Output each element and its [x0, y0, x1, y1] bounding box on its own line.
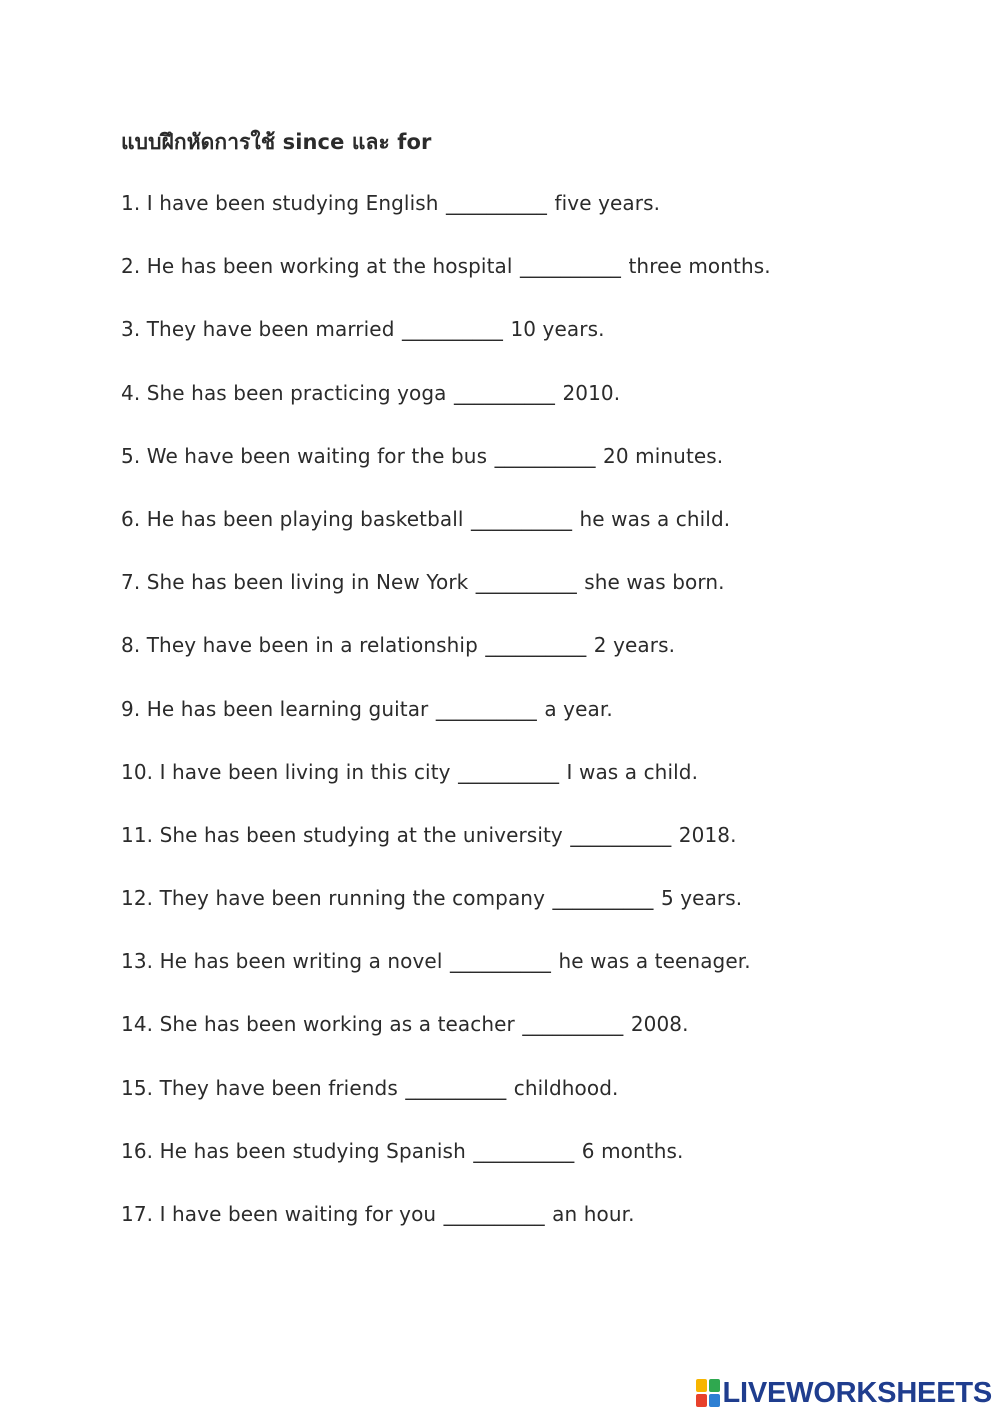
question-item — [121, 1136, 771, 1199]
question-text-after: he was a child. — [579, 506, 731, 531]
question-text-before: 16. He has been studying Spanish — [121, 1138, 466, 1163]
question-text-after: a year. — [544, 696, 613, 721]
question-text-before: 6. He has been playing basketball — [121, 506, 464, 531]
answer-blank[interactable]: __________ — [552, 886, 654, 911]
question-text-before: 12. They have been running the company — [121, 886, 546, 911]
question-item — [121, 188, 771, 251]
logo-square-3 — [696, 1394, 707, 1407]
logo-square-4 — [709, 1394, 720, 1407]
question-item — [121, 946, 771, 1009]
question-text-after: three months. — [628, 254, 771, 279]
question-text-after: I was a child. — [566, 759, 699, 784]
liveworksheets-brand[interactable] — [696, 1376, 993, 1410]
question-text-after: she was born. — [584, 570, 725, 595]
answer-blank[interactable]: __________ — [401, 317, 503, 342]
question-text-after: 20 minutes. — [603, 443, 724, 468]
answer-blank[interactable]: __________ — [446, 191, 548, 215]
answer-blank[interactable]: __________ — [570, 822, 672, 847]
question-text-after: he was a teenager. — [558, 949, 751, 974]
answer-blank[interactable]: __________ — [485, 633, 587, 658]
logo-square-2 — [709, 1379, 720, 1392]
question-item — [121, 883, 771, 946]
question-text-before: 14. She has been working as a teacher — [121, 1012, 515, 1037]
question-text-before: 17. I have been waiting for you — [121, 1202, 437, 1226]
question-text-after: 5 years. — [660, 886, 743, 911]
question-text-before: 3. They have been married — [121, 317, 395, 342]
question-text-after: 10 years. — [510, 317, 605, 342]
answer-blank[interactable]: __________ — [443, 1202, 545, 1226]
question-item — [121, 504, 771, 567]
question-text-after: childhood. — [513, 1075, 619, 1100]
answer-blank[interactable]: __________ — [475, 570, 577, 595]
question-item — [121, 1073, 771, 1136]
question-text-before: 4. She has been practicing yoga — [121, 380, 447, 405]
question-text-after: 2008. — [630, 1012, 689, 1037]
answer-blank[interactable]: __________ — [453, 380, 555, 405]
question-text-before: 7. She has been living in New York — [121, 570, 469, 595]
answer-blank[interactable]: __________ — [471, 506, 573, 531]
answer-blank[interactable]: __________ — [449, 949, 551, 974]
question-text-before: 15. They have been friends — [121, 1075, 398, 1100]
question-text-before: 13. He has been writing a novel — [121, 949, 443, 974]
question-text-after: five years. — [554, 191, 661, 215]
question-item — [121, 694, 771, 757]
question-text-after: an hour. — [552, 1202, 635, 1226]
question-text-before: 1. I have been studying English — [121, 191, 439, 215]
question-text-before: 8. They have been in a relationship — [121, 633, 478, 658]
logo-square-1 — [696, 1379, 707, 1392]
answer-blank[interactable]: __________ — [494, 443, 596, 468]
question-text-after: 6 months. — [581, 1138, 684, 1163]
question-item — [121, 1199, 771, 1262]
answer-blank[interactable]: __________ — [522, 1012, 624, 1037]
question-text-before: 5. We have been waiting for the bus — [121, 443, 488, 468]
question-text-before: 11. She has been studying at the university — [121, 822, 563, 847]
question-item — [121, 630, 771, 693]
question-item — [121, 757, 771, 820]
answer-blank[interactable]: __________ — [405, 1075, 507, 1100]
answer-blank[interactable]: __________ — [520, 254, 622, 279]
answer-blank[interactable]: __________ — [473, 1138, 575, 1163]
question-list — [121, 188, 771, 1262]
question-text-after: 2010. — [562, 380, 621, 405]
question-text-before: 2. He has been working at the hospital — [121, 254, 513, 279]
question-item — [121, 1009, 771, 1072]
question-item — [121, 567, 771, 630]
question-text-before: 9. He has been learning guitar — [121, 696, 429, 721]
question-text-after: 2018. — [678, 822, 737, 847]
question-item — [121, 251, 771, 314]
question-text-after: 2 years. — [593, 633, 676, 658]
answer-blank[interactable]: __________ — [458, 759, 560, 784]
answer-blank[interactable]: __________ — [435, 696, 537, 721]
question-item — [121, 378, 771, 441]
question-item — [121, 441, 771, 504]
liveworksheets-logo-icon — [696, 1379, 720, 1407]
brand-name: LIVEWORKSHEETS — [722, 1376, 992, 1409]
question-item — [121, 820, 771, 883]
worksheet-title: แบบฝึกหัดการใช้ since และ for — [121, 130, 432, 154]
question-item — [121, 314, 771, 377]
question-text-before: 10. I have been living in this city — [121, 759, 451, 784]
